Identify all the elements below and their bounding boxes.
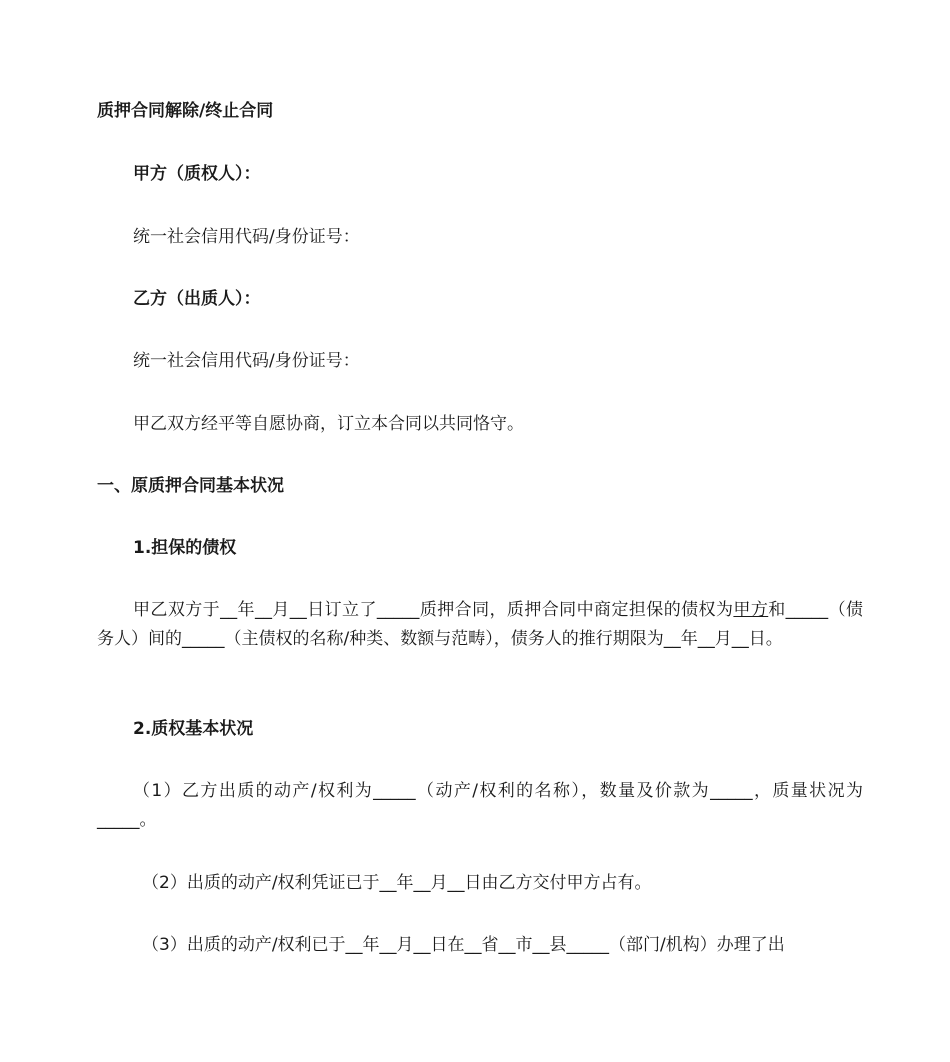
- party-b-label: 乙方（出质人）：: [133, 289, 261, 309]
- paragraph-text-part-a: 甲乙双方于__年__月__日订立了_____质押合同，质押合同中商定担保的债权为: [133, 600, 734, 620]
- subsection-1-2-item-2: （2）出质的动产/权利凭证已于__年__月__日由乙方交付甲方占有。: [142, 873, 652, 893]
- document-title: 质押合同解除/终止合同: [97, 101, 274, 121]
- intro-paragraph: 甲乙双方经平等自愿协商，订立本合同以共同恪守。: [133, 414, 524, 434]
- party-a-id-label: 统一社会信用代码/身份证号：: [133, 227, 360, 247]
- subsection-1-1-paragraph: [97, 596, 863, 654]
- subsection-1-1-heading: 1.担保的债权: [133, 538, 237, 558]
- paragraph-text-part-b: 和_____（债务人）间的_____（主债权的名称/种类、数额与范畴），债务人的推行期限为__年__月__日。: [97, 600, 864, 649]
- underlined-party-a: 甲方: [733, 600, 769, 620]
- subsection-1-2-item-3: （3）出质的动产/权利已于__年__月__日在__省__市__县_____（部门/机构）办理了出: [142, 935, 785, 955]
- section-1-heading: 一、原质押合同基本状况: [97, 476, 284, 496]
- subsection-1-2-heading: 2.质权基本状况: [133, 719, 254, 739]
- party-b-id-label: 统一社会信用代码/身份证号：: [133, 351, 360, 371]
- subsection-1-2-item-1: （1）乙方出质的动产/权利为_____（动产/权利的名称），数量及价款为_____，质量状况为_____。: [97, 781, 863, 830]
- party-a-label: 甲方（质权人）：: [133, 164, 261, 184]
